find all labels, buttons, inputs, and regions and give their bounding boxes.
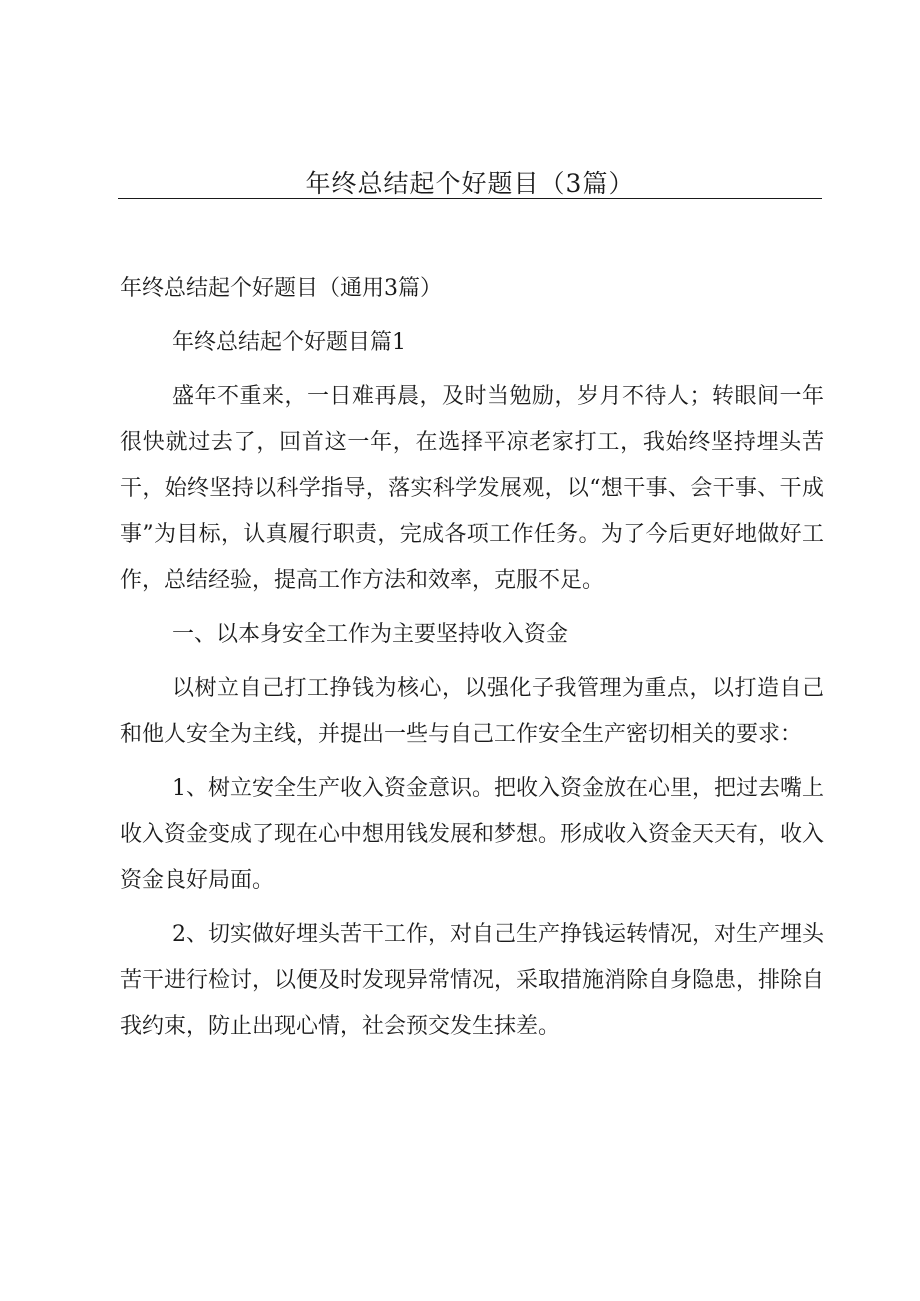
- document-body: [120, 266, 824, 1058]
- section-heading: 一、以本身安全工作为主要坚持收入资金: [172, 622, 569, 647]
- body-paragraph: 1、树立安全生产收入资金意识。把收入资金放在心里，把过去嘴上收入资金变成了现在心中想用钱发展和梦想。形成收入资金天天有，收入资金良好局面。: [120, 776, 825, 893]
- title-underline: [118, 198, 822, 199]
- body-paragraph: 盛年不重来，一日难再晨，及时当勉励，岁月不待人；转眼间一年很快就过去了，回首这一年，在选择平凉老家打工，我始终坚持埋头苦干，始终坚持以科学指导，落实科学发展观，以“想干事、会干事、干成事”为目标，认真履行职责，完成各项工作任务。为了今后更好地做好工作，总结经验，提高工作方法和效率，克服不足。: [120, 384, 824, 593]
- section-heading: 年终总结起个好题目篇1: [172, 330, 406, 355]
- document-title: 年终总结起个好题目（3篇）: [305, 169, 635, 198]
- body-paragraph: 2、切实做好埋头苦干工作，对自己生产挣钱运转情况，对生产埋头苦干进行检讨，以便及时发现异常情况，采取措施消除自身隐患，排除自我约束，防止出现心情，社会预交发生抹差。: [120, 922, 825, 1039]
- body-paragraph: 以树立自己打工挣钱为核心，以强化子我管理为重点，以打造自己和他人安全为主线，并提出一些与自己工作安全生产密切相关的要求：: [120, 676, 824, 747]
- subtitle-paragraph: 年终总结起个好题目（通用3篇）: [120, 276, 442, 301]
